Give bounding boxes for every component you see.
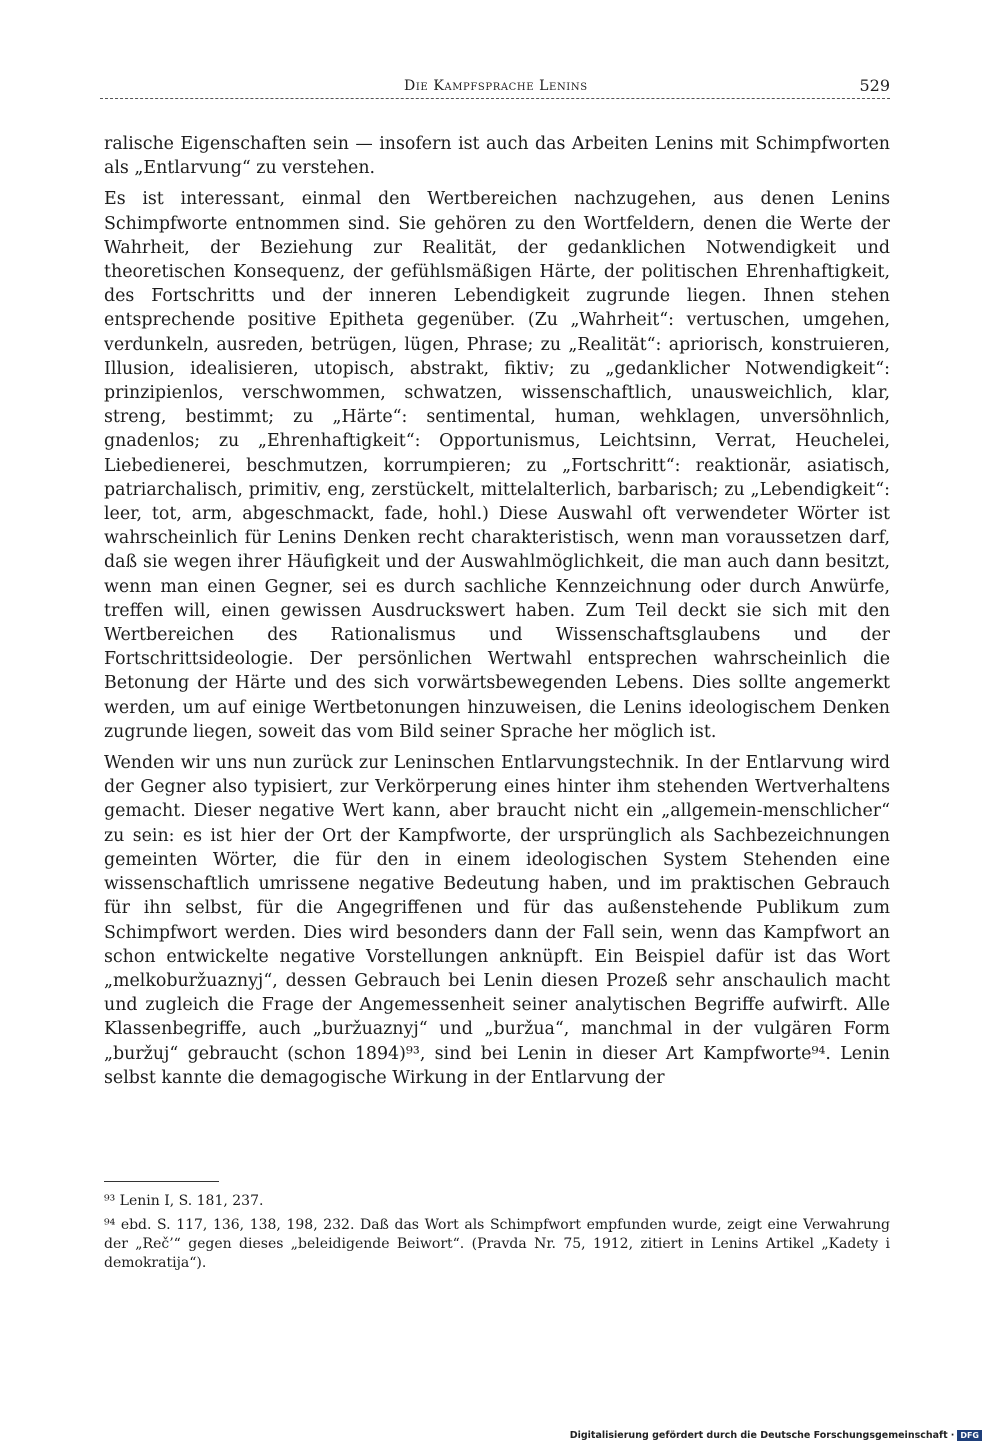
footnote-93: ⁹³ Lenin I, S. 181, 237. — [104, 1193, 264, 1209]
page-header — [100, 76, 890, 102]
page-number: 529 — [853, 76, 890, 95]
header-rule — [100, 98, 890, 99]
digitization-notice: Digitalisierung gefördert durch die Deutsche Forschungsgemeinschaft · DFG — [570, 1430, 982, 1441]
footnotes — [104, 1192, 890, 1278]
dfg-logo: DFG — [957, 1430, 982, 1441]
paragraph-3: Wenden wir uns nun zurück zur Leninschen Entlarvungstechnik. In der Entlarvung wird der Gegner also typisiert, zur Verkörperung eines hinter ihm stehenden Wertverhaltens gemacht. Dieser negative Wert kann, aber braucht nicht ein „allgemein-menschlicher“ zu sein: es ist hier der Ort der Kampfworte, der ursprünglich als Sachbezeichnungen gemeinten Wörter, die für den in einem ideologischen System Stehenden eine wissenschaftlich umrissene negative Bedeutung haben, und im praktischen Gebrauch für ihn selbst, für die Angegriffenen und für das außenstehende Publikum zum Schimpfwort werden. Dies wird besonders dann der Fall sein, wenn das Kampfwort an schon entwickelte negative Vorstellungen anknüpft. Ein Beispiel dafür ist das Wort „melkoburžuaznyj“, dessen Gebrauch bei Lenin diesen Prozeß sehr anschaulich macht und zugleich die Frage der Angemessenheit seiner analytischen Begriffe aufwirft. Alle Klassenbegriffe, auch „buržuaznyj“ und „buržua“, manchmal in der vulgären Form „buržuj“ gebraucht (schon 1894)⁹³, sind bei Lenin in dieser Art Kampfworte⁹⁴. Lenin selbst kannte die demagogische Wirkung in der Entlarvung der — [104, 753, 890, 1088]
paragraph-2: Es ist interessant, einmal den Wertbereichen nachzugehen, aus denen Lenins Schimpfworte entnommen sind. Sie gehören zu den Wortfeldern, denen die Werte der Wahrheit, der Beziehung zur Realität, der gedanklichen Notwendigkeit und theoretischen Konsequenz, der gefühlsmäßigen Härte, der politischen Ehrenhaftigkeit, des Fortschritts und der inneren Lebendigkeit zugrunde liegen. Ihnen stehen entsprechende positive Epitheta gegenüber. (Zu „Wahrheit“: vertuschen, umgehen, verdunkeln, ausreden, betrügen, lügen, Phrase; zu „Realität“: apriorisch, konstruieren, Illusion, idealisieren, utopisch, abstrakt, fiktiv; zu „gedanklicher Notwendigkeit“: prinzipienlos, verschwommen, schwatzen, wissenschaftlich, unausweichlich, klar, streng, bestimmt; zu „Härte“: sentimental, human, wehklagen, unversöhnlich, gnadenlos; zu „Ehrenhaftigkeit“: Opportunismus, Leichtsinn, Verrat, Heuchelei, Liebedienerei, beschmutzen, korrumpieren; zu „Fortschritt“: reaktionär, asiatisch, patriarchalisch, primitiv, eng, zerstückelt, mittelalterlich, barbarisch; zu „Lebendigkeit“: leer, tot, arm, abgeschmackt, fade, hohl.) Diese Auswahl oft verwendeter Wörter ist wahrscheinlich für Lenins Denken recht charakteristisch, wenn man voraussetzen darf, daß sie wegen ihrer Häufigkeit und der Auswahlmöglichkeit, die man auch dann besitzt, wenn man einen Gegner, sei es durch sachliche Kennzeichnung oder durch Anwürfe, treffen will, einen gewissen Ausdruckswert haben. Zum Teil deckt sie sich mit den Wertbereichen des Rationalismus und Wissenschaftsglaubens und der Fortschrittsideologie. Der persönlichen Wertwahl entsprechen wahrscheinlich die Betonung der Härte und des sich vorwärtsbewegenden Lebens. Dies sollte angemerkt werden, um auf einige Wertbetonungen hinzuweisen, die Lenins ideologischem Denken zugrunde liegen, soweit das vom Bild seiner Sprache her möglich ist. — [104, 189, 890, 742]
digitization-notice-text: Digitalisierung gefördert durch die Deutsche Forschungsgemeinschaft — [569, 1430, 948, 1441]
running-title: Die Kampfsprache Lenins — [398, 78, 594, 94]
paragraph-1: ralische Eigenschaften sein — insofern ist auch das Arbeiten Lenins mit Schimpfworten als „Entlarvung“ zu verstehen. — [104, 134, 890, 179]
footnote-94: ⁹⁴ ebd. S. 117, 136, 138, 198, 232. Daß das Wort als Schimpfwort empfunden wurde, zeigt eine Verwahrung der „Reč’“ gegen dieses „beleidigende Beiwort“. (Pravda Nr. 75, 1912, zitiert in Lenins Artikel „Kadety i demokratija“). — [104, 1217, 890, 1271]
footnote-rule — [104, 1181, 219, 1182]
body-text — [104, 132, 890, 1097]
